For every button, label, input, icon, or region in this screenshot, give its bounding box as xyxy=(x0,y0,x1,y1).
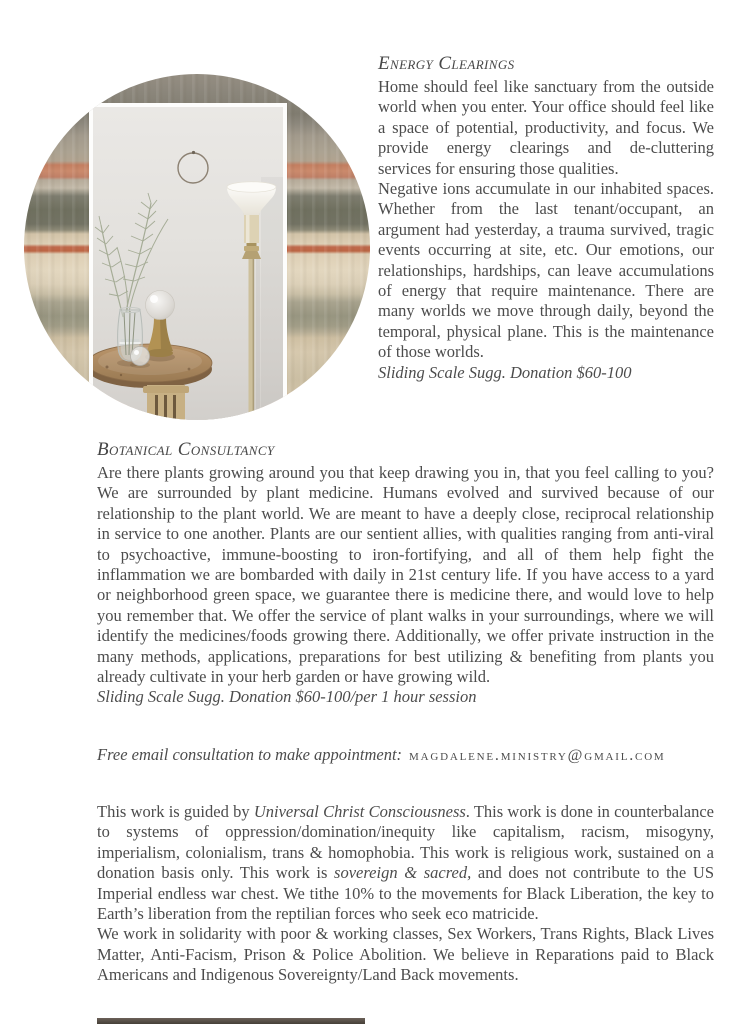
mission-p1-italic-2: sovereign & sacred, xyxy=(334,863,472,883)
mission-p1-text: This work is guided by xyxy=(97,802,254,821)
next-photo-edge xyxy=(97,1018,365,1024)
glass-orb xyxy=(130,347,150,369)
mission-paragraph-1 xyxy=(97,802,714,924)
botanical-paragraph: Are there plants growing around you that keep drawing you in, that you feel calling to you? We are surrounded by plant medicine. Humans evolved and survived because of our relationship to the plant world. We are meant to have a deeply close, reciprocal relationship in service to one another. Plants are our sentient allies, with qualities ranging from anti-viral to psychoactive, immune-boosting to iron-fortifying, and all of them help fight the inflammation we are bombarded with daily in 21st century life. If you have access to a yard or neighborhood green space, we guarantee there is medicine there, and would love to help you remember that. We offer the service of plant walks in your surroundings, where we will identify the medicines/foods growing there. Additionally, we offer private instruction in the many methods, applications, preparations for best utilizing & benefiting from plants you already cultivate in your herb garden or have growing wild. xyxy=(97,463,714,687)
mission-p1-text-2: . This work is done in counterbalance to systems of oppression/domination/inequity like capitalism, racism, misogyny, imperialism, colonialism, trans & homophobia. This work is religious work, sustained on a donation basis only. This work is xyxy=(97,802,714,883)
email-address[interactable]: magdalene.ministry@gmail.com xyxy=(409,747,666,764)
energy-paragraph-2: Negative ions accumulate in our inhabited spaces. Whether from the last tenant/occupant, an argument had yesterday, a trauma survived, tragic events occurring at site, etc. Our emotions, our relationships, hardships, can leave accumulations of energy that require maintenance. There are many worlds we move through daily, beyond the temporal, physical plane. This is the maintenance of those worlds. xyxy=(378,179,714,362)
contact-label: Free email consultation to make appointment: xyxy=(97,745,403,764)
hero-collage-image xyxy=(24,74,370,420)
energy-donation-note: Sliding Scale Sugg. Donation $60-100 xyxy=(378,362,632,382)
mission-p1-italic-1: Universal Christ Consciousness xyxy=(253,802,466,821)
interior-photo-illustration xyxy=(93,107,283,420)
mission-p1-text-3: and does not contribute to the US Imperial endless war chest. We tithe 10% to the movements for Black Liberation, the key to Earth’s liberation from the reptilian forces who seek eco matricide. xyxy=(97,863,714,924)
mission-statement-section xyxy=(97,802,714,986)
botanical-consultancy-section xyxy=(97,439,714,708)
interior-photo-panel xyxy=(89,103,287,420)
mission-paragraph-2: We work in solidarity with poor & working classes, Sex Workers, Trans Rights, Black Lives Matter, Anti-Facism, Prison & Police Abolition. We believe in Reparations paid to Black Americans and Indigenous Sovereignty/Land Back movements. xyxy=(97,924,714,985)
energy-paragraph-1: Home should feel like sanctuary from the outside world when you enter. Your office should feel like a space of potential, productivity, and focus. We provide energy clearings and de-cluttering services for ensuring those qualities. xyxy=(378,77,714,178)
energy-clearings-section xyxy=(378,53,714,383)
energy-heading: Energy Clearings xyxy=(378,53,515,74)
botanical-heading: Botanical Consultancy xyxy=(97,439,275,460)
botanical-donation-note: Sliding Scale Sugg. Donation $60-100/per 1 hour session xyxy=(97,687,477,707)
contact-line xyxy=(97,745,727,766)
